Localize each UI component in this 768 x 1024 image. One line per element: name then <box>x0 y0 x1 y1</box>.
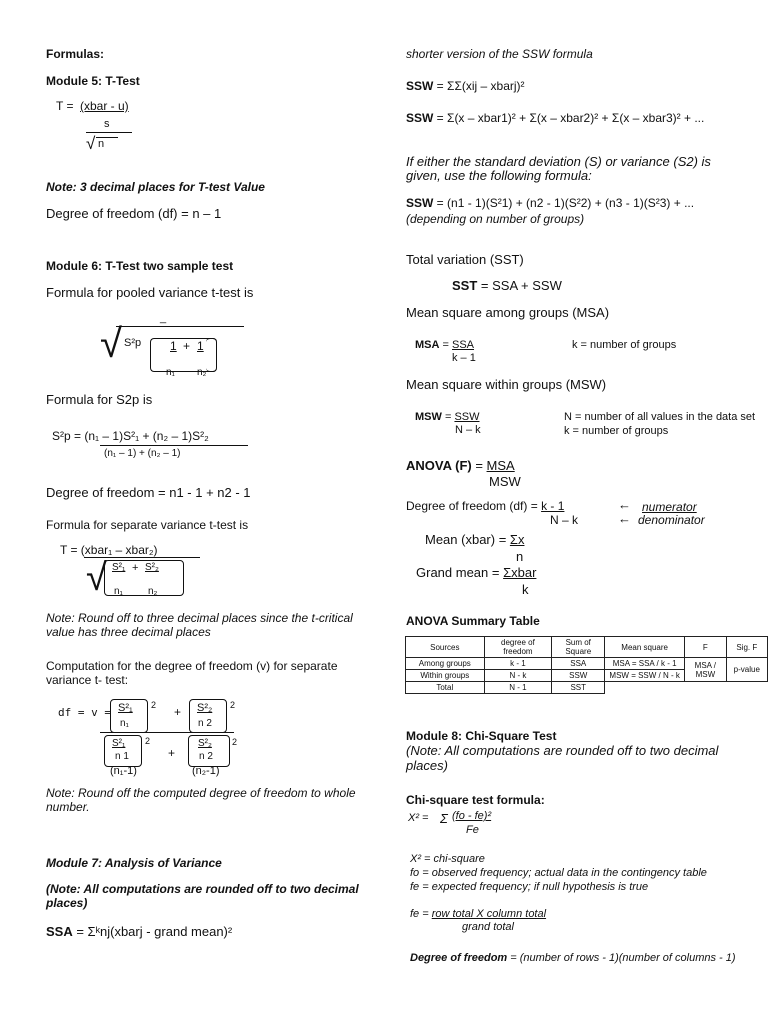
df-top-n1: n₁ <box>120 718 129 729</box>
ssw-formula-2: SSW = Σ(x – xbar1)² + Σ(x – xbar2)² + Σ(x – xbar3)² + ... <box>406 111 705 125</box>
module5-df: Degree of freedom (df) = n – 1 <box>46 206 222 221</box>
df-bottom-exp-2: 2 <box>232 737 238 747</box>
grand-mean-formula: Grand mean = Σxbar <box>416 565 537 580</box>
df-bottom-den-2: (n₂-1) <box>192 765 220 777</box>
anova-summary-table <box>405 636 768 694</box>
pooled-s2p: S²p <box>124 337 142 349</box>
table-row <box>406 658 768 670</box>
msa-k-note: k = number of groups <box>572 339 677 351</box>
table-header: Sources <box>406 637 485 658</box>
separate-n2: n₂ <box>148 586 158 597</box>
table-cell: MSA / MSW <box>685 658 726 682</box>
t-formula-lhs: T = <box>56 99 74 113</box>
pooled-n2: n₂ <box>197 367 207 378</box>
pooled-sqrt-symbol: √ <box>100 322 122 366</box>
formulas-title: Formulas: <box>46 47 105 61</box>
chi-numerator: (fo - fe)² <box>452 810 492 822</box>
anova-formula: ANOVA (F) = MSA <box>406 458 515 473</box>
chi-denominator: Fe <box>466 824 479 836</box>
chi-title: Chi-square test formula: <box>406 793 545 807</box>
mean-formula: Mean (xbar) = Σx <box>425 532 525 547</box>
msw-denominator: N – k <box>455 424 481 436</box>
df-anova: Degree of freedom (df) = k - 1 <box>406 499 565 513</box>
denominator-arrow-icon: ← <box>618 511 631 526</box>
mean-denominator: n <box>516 549 524 564</box>
module5-note: Note: 3 decimal places for T-test Value <box>46 180 265 194</box>
table-cell: MSW = SSW / N - k <box>605 670 685 682</box>
pooled-dash: _ <box>160 312 167 324</box>
s2p-formula: S²p = (n₁ – 1)S²₁ + (n₂ – 1)S²₂ <box>52 429 209 443</box>
table-cell: p-value <box>726 658 767 682</box>
table-cell <box>605 682 685 694</box>
separate-s21: S²₁ <box>112 562 126 573</box>
module6-title: Module 6: T-Test two sample test <box>46 259 234 273</box>
msa-denominator: k – 1 <box>452 352 476 364</box>
table-cell: Total <box>406 682 485 694</box>
table-header: Mean square <box>605 637 685 658</box>
df-bottom-den-1: (n₁-1) <box>110 765 137 777</box>
msw-title: Mean square within groups (MSW) <box>406 377 607 392</box>
separate-variance-label: Formula for separate variance t-test is <box>46 518 249 532</box>
module5-title: Module 5: T-Test <box>46 74 140 88</box>
t-formula-fraction-bar <box>86 132 132 133</box>
table-cell: N - k <box>484 670 552 682</box>
df-bottom-plus: + <box>168 746 176 760</box>
t-formula-numerator: (xbar - u) <box>80 99 129 113</box>
ssw-formula-3: SSW = (n1 - 1)(S²1) + (n2 - 1)(S²2) + (n3 - 1)(S²3) + ... <box>406 196 695 210</box>
s2p-label: Formula for S2p is <box>46 392 153 407</box>
df-top-exp-2: 2 <box>230 700 236 710</box>
table-header: F <box>685 637 726 658</box>
df-main-fraction-bar <box>100 732 234 733</box>
msw-formula: MSW = SSW <box>415 411 480 423</box>
table-header: Sig. F <box>726 637 767 658</box>
t-formula-s: s <box>104 118 110 130</box>
df-top-plus: + <box>174 705 182 719</box>
ssa-formula: SSA = Σᵏnj(xbarj - grand mean)² <box>46 924 233 939</box>
df-top-exp-1: 2 <box>151 700 157 710</box>
fe-formula: fe = row total X column total <box>410 908 547 920</box>
msa-title: Mean square among groups (MSA) <box>406 305 610 320</box>
table-cell <box>685 682 726 694</box>
pooled-sqrt-overline <box>116 326 244 327</box>
df-top-s22: S²₂ <box>197 702 213 714</box>
msw-k-note: k = number of groups <box>564 425 669 437</box>
table-header: Sum of Square <box>552 637 605 658</box>
df-bottom-s21: S²₁ <box>112 738 126 749</box>
chi-lhs: X² = <box>408 812 429 824</box>
sqrt-symbol: √ <box>86 134 96 153</box>
chi-sigma: Σ <box>440 811 448 826</box>
chi-def-1: X² = chi-square <box>410 853 485 865</box>
separate-T: T = (xbar₁ – xbar₂) <box>60 543 158 557</box>
separate-s22: S²₂ <box>145 562 159 573</box>
numerator-label: numerator <box>642 500 697 514</box>
pooled-plus: + <box>183 339 191 353</box>
pooled-bracket-right <box>206 338 217 372</box>
table-header-row <box>406 637 768 658</box>
table-cell: SST <box>552 682 605 694</box>
module7-note: (Note: All computations are rounded off to two decimal places) <box>46 882 359 911</box>
separate-plus: + <box>132 562 139 574</box>
df-bottom-exp-1: 2 <box>145 736 151 746</box>
fe-denominator: grand total <box>462 921 514 933</box>
numerator-arrow-icon: ← <box>618 497 631 512</box>
table-row <box>406 682 768 694</box>
pooled-one-2: 1 <box>197 339 204 353</box>
ssw-formula-1: SSW = ΣΣ(xij – xbarj)² <box>406 79 525 93</box>
dof-chi: Degree of freedom = (number of rows - 1)(number of columns - 1) <box>410 952 736 964</box>
ssw-formula-3-note: (depending on number of groups) <box>406 212 585 226</box>
anova-table-title: ANOVA Summary Table <box>406 614 540 628</box>
ssw-short-label: shorter version of the SSW formula <box>406 47 593 61</box>
sst-formula: SST = SSA + SSW <box>452 278 562 293</box>
df-bottom-n1: n 1 <box>115 751 129 762</box>
chi-def-3: fe = expected frequency; if null hypothesis is true <box>410 881 649 893</box>
module6-note-1: Note: Round off to three decimal places since the t-critical value has three decimal places <box>46 611 353 640</box>
df-bottom-s22: S²₂ <box>198 738 212 749</box>
table-header: degree of freedom <box>484 637 552 658</box>
table-cell: SSW <box>552 670 605 682</box>
grand-mean-denominator: k <box>522 582 529 597</box>
table-cell: Among groups <box>406 658 485 670</box>
s2p-denominator: (n₁ – 1) + (n₂ – 1) <box>104 448 181 459</box>
df-v-lhs: df = v = <box>58 706 111 719</box>
table-cell: SSA <box>552 658 605 670</box>
msw-N-note: N = number of all values in the data set <box>564 411 756 423</box>
table-cell: N - 1 <box>484 682 552 694</box>
df-top-n2: n 2 <box>198 718 212 729</box>
anova-denominator: MSW <box>489 474 521 489</box>
t-formula-n: n <box>98 138 105 150</box>
table-cell: k - 1 <box>484 658 552 670</box>
denominator-label: denominator <box>638 513 705 527</box>
msa-formula: MSA = SSA <box>415 339 475 351</box>
module7-title: Module 7: Analysis of Variance <box>46 856 222 870</box>
df-bottom-n2: n 2 <box>199 751 213 762</box>
module6-note-2: Note: Round off the computed degree of freedom to whole number. <box>46 786 356 815</box>
if-sd-note: If either the standard deviation (S) or variance (S2) is given, use the following formula: <box>406 154 711 183</box>
sst-title: Total variation (SST) <box>406 252 524 267</box>
table-cell: Within groups <box>406 670 485 682</box>
pooled-variance-label: Formula for pooled variance t-test is <box>46 285 254 300</box>
table-cell <box>726 682 767 694</box>
df-top-s21: S²₁ <box>118 702 133 714</box>
module8-title: Module 8: Chi-Square Test <box>406 729 557 743</box>
pooled-n1: n₁ <box>166 367 175 378</box>
chi-def-2: fo = observed frequency; actual data in the contingency table <box>410 867 707 879</box>
separate-sqrt-symbol: √ <box>86 557 107 599</box>
pooled-one-1: 1 <box>170 339 177 353</box>
module8-note: (Note: All computations are rounded off to two decimal places) <box>406 743 719 773</box>
s2p-fraction-bar <box>100 445 248 446</box>
df-anova-denominator: N – k <box>550 513 579 527</box>
table-cell: MSA = SSA / k - 1 <box>605 658 685 670</box>
separate-n1: n₁ <box>114 586 123 597</box>
module6-df: Degree of freedom = n1 - 1 + n2 - 1 <box>46 485 251 500</box>
df-computation-label: Computation for the degree of freedom (v) for separate variance t- test: <box>46 659 338 688</box>
